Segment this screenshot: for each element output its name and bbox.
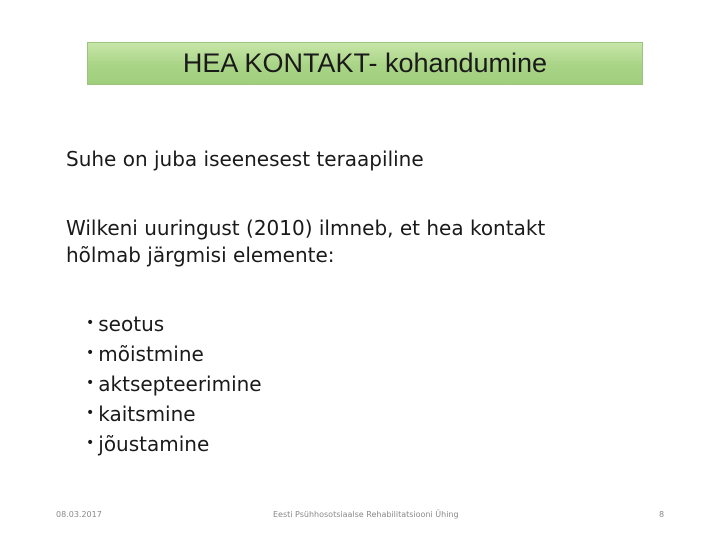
- list-item: [86, 369, 262, 399]
- list-item-label: jõustamine: [98, 432, 210, 456]
- bullet-icon: •: [86, 405, 95, 421]
- title-box: [87, 42, 643, 85]
- paragraph-line: hõlmab järgmisi elemente:: [66, 243, 335, 267]
- footer-date: 08.03.2017: [56, 510, 102, 519]
- paragraph-therapeutic-relationship: [66, 146, 424, 173]
- slide-title: HEA KONTAKT- kohandumine: [182, 48, 548, 78]
- list-item: [86, 399, 262, 429]
- bullet-icon: •: [86, 345, 95, 361]
- bullet-icon: •: [86, 315, 95, 331]
- list-item-label: mõistmine: [98, 342, 204, 366]
- list-item: [86, 429, 262, 459]
- bullet-icon: •: [86, 375, 95, 391]
- paragraph-study: [66, 215, 545, 269]
- list-item-label: kaitsmine: [98, 402, 196, 426]
- footer-organization: Eesti Psühhosotsiaalse Rehabilitatsiooni Ühing: [273, 510, 459, 519]
- paragraph-text: Suhe on juba iseenesest teraapiline: [66, 147, 424, 171]
- list-item-label: aktsepteerimine: [98, 372, 262, 396]
- paragraph-line: Wilkeni uuringust (2010) ilmneb, et hea kontakt: [66, 216, 546, 240]
- footer-page-number: 8: [659, 510, 665, 519]
- bullet-icon: •: [86, 435, 95, 451]
- list-item: [86, 339, 262, 369]
- list-item-label: seotus: [98, 312, 165, 336]
- list-item: [86, 309, 262, 339]
- element-list: [86, 309, 262, 459]
